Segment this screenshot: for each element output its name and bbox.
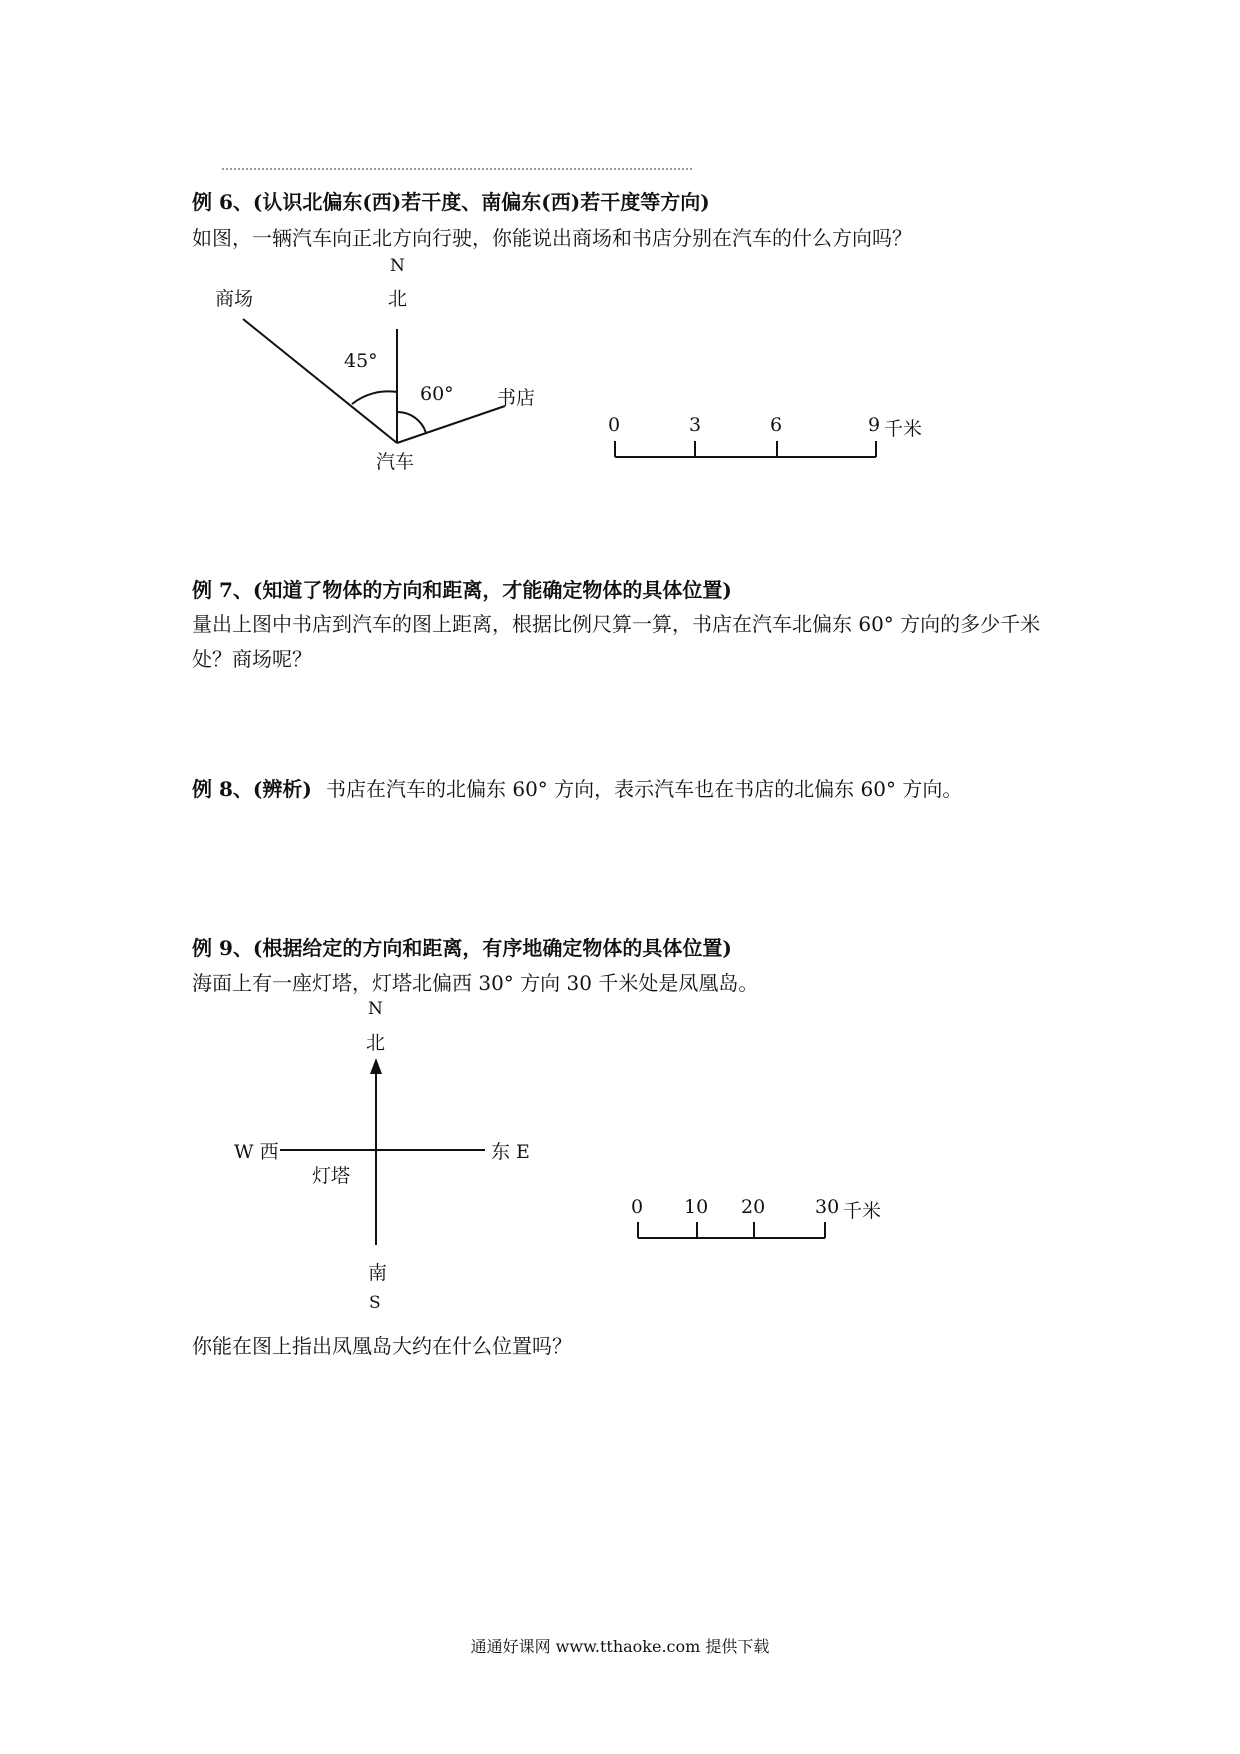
lighthouse-label: 灯塔 [312, 1165, 351, 1187]
ex7-line-2: 处？商场呢？ [192, 647, 312, 671]
ex9-scale-tick-30: 30 [815, 1196, 840, 1218]
ex7-heading: 例 7、(知道了物体的方向和距离，才能确定物体的具体位置) [192, 578, 732, 602]
ex6-heading: 例 6、(认识北偏东(西)若干度、南偏东(西)若干度等方向) [192, 190, 710, 214]
ex9-scale-tick-10: 10 [684, 1196, 709, 1218]
ex6-north-letter: N [390, 256, 405, 276]
ex9-question: 海面上有一座灯塔，灯塔北偏西 30° 方向 30 千米处是凤凰岛。 [192, 971, 759, 995]
ex7-line-1: 量出上图中书店到汽车的图上距离，根据比例尺算一算，书店在汽车北偏东 60° 方向的多少千米 [192, 612, 1041, 636]
ex9-south-letter: S [369, 1293, 381, 1313]
angle-60-label: 60° [420, 383, 454, 405]
ex6-scale-unit: 千米 [884, 418, 923, 440]
ex8-heading: 例 8、(辨析) [192, 777, 312, 801]
angle-45-label: 45° [344, 350, 378, 372]
ex6-scale-tick-0: 0 [608, 414, 621, 436]
ex6-scale-tick-3: 3 [689, 414, 702, 436]
ex6-scale-tick-9: 9 [868, 414, 881, 436]
ex9-scale-tick-0: 0 [631, 1196, 644, 1218]
ex6-north-label: 北 [388, 288, 408, 310]
ex6-question: 如图，一辆汽车向正北方向行驶，你能说出商场和书店分别在汽车的什么方向吗？ [192, 226, 912, 250]
bookstore-label: 书店 [497, 387, 536, 409]
ex9-follow-up: 你能在图上指出凤凰岛大约在什么位置吗？ [192, 1334, 572, 1358]
ex9-scale-unit: 千米 [843, 1200, 882, 1222]
ex9-east-label: 东 E [491, 1141, 530, 1163]
page-footer: 通通好课网 www.tthaoke.com 提供下载 [470, 1637, 770, 1656]
ex9-scale-tick-20: 20 [741, 1196, 766, 1218]
ex9-north-letter: N [368, 999, 383, 1019]
ex8-text: 书店在汽车的北偏东 60° 方向，表示汽车也在书店的北偏东 60° 方向。 [326, 777, 963, 801]
ex9-west-label: W 西 [234, 1141, 279, 1163]
ex9-north-label: 北 [366, 1032, 386, 1054]
mall-label: 商场 [215, 288, 254, 310]
ex9-heading: 例 9、(根据给定的方向和距离，有序地确定物体的具体位置) [192, 936, 732, 960]
ex6-scale-tick-6: 6 [770, 414, 783, 436]
car-label: 汽车 [376, 451, 415, 473]
ex9-south-label: 南 [368, 1262, 388, 1284]
